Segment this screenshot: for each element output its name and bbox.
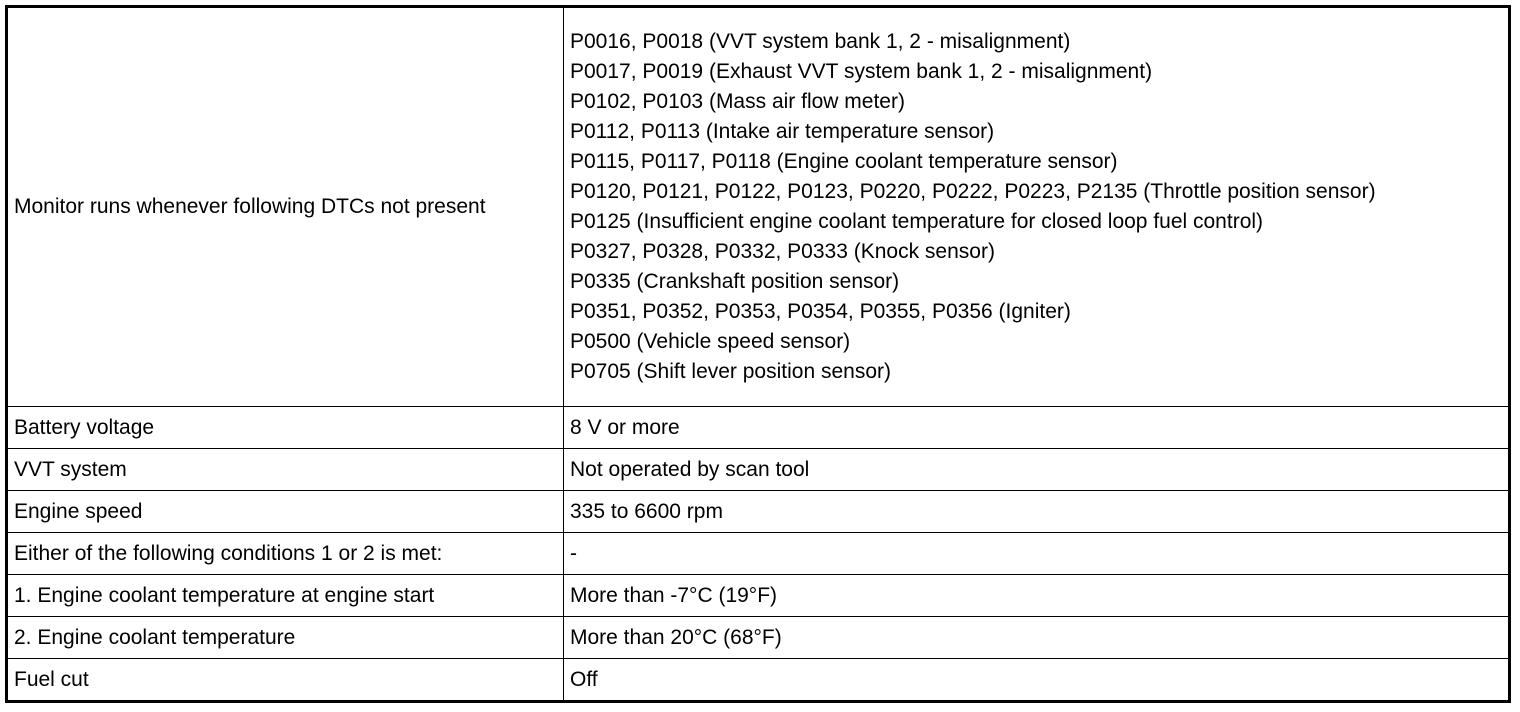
table-row [7,575,1510,617]
condition-label: Battery voltage [7,407,564,449]
condition-label: VVT system [7,449,564,491]
condition-label: 2. Engine coolant temperature [7,617,564,659]
list-item: P0327, P0328, P0332, P0333 (Knock sensor) [570,240,995,263]
table-row [7,491,1510,533]
condition-value: Off [564,659,1510,702]
conditions-table [5,5,1511,703]
table-row [7,533,1510,575]
condition-value: - [564,533,1510,575]
condition-value: 8 V or more [564,407,1510,449]
condition-value: 335 to 6600 rpm [564,491,1510,533]
list-item: P0705 (Shift lever position sensor) [570,360,891,383]
list-item: P0125 (Insufficient engine coolant temperature for closed loop fuel control) [570,210,1264,233]
list-item: P0017, P0019 (Exhaust VVT system bank 1, 2 - misalignment) [570,60,1153,83]
list-item: P0112, P0113 (Intake air temperature sensor) [570,120,995,143]
table-row [7,449,1510,491]
condition-label: Either of the following conditions 1 or 2 is met: [7,533,564,575]
list-item: P0120, P0121, P0122, P0123, P0220, P0222, P0223, P2135 (Throttle position sensor) [570,180,1376,203]
list-item: P0335 (Crankshaft position sensor) [570,270,900,293]
list-item: P0102, P0103 (Mass air flow meter) [570,90,905,113]
table-row [7,617,1510,659]
condition-label: Fuel cut [7,659,564,702]
list-item: P0351, P0352, P0353, P0354, P0355, P0356 (Igniter) [570,300,1071,323]
dtc-list [564,7,1510,407]
condition-label: 1. Engine coolant temperature at engine start [7,575,564,617]
list-item: P0500 (Vehicle speed sensor) [570,330,851,353]
condition-label: Engine speed [7,491,564,533]
condition-value: More than -7°C (19°F) [564,575,1510,617]
list-item: P0115, P0117, P0118 (Engine coolant temperature sensor) [570,150,1118,173]
condition-value: Not operated by scan tool [564,449,1510,491]
condition-value: More than 20°C (68°F) [564,617,1510,659]
list-item: P0016, P0018 (VVT system bank 1, 2 - misalignment) [570,30,1071,53]
table-row [7,659,1510,702]
table-row [7,407,1510,449]
condition-label: Monitor runs whenever following DTCs not present [7,7,564,407]
table-row [7,7,1510,407]
